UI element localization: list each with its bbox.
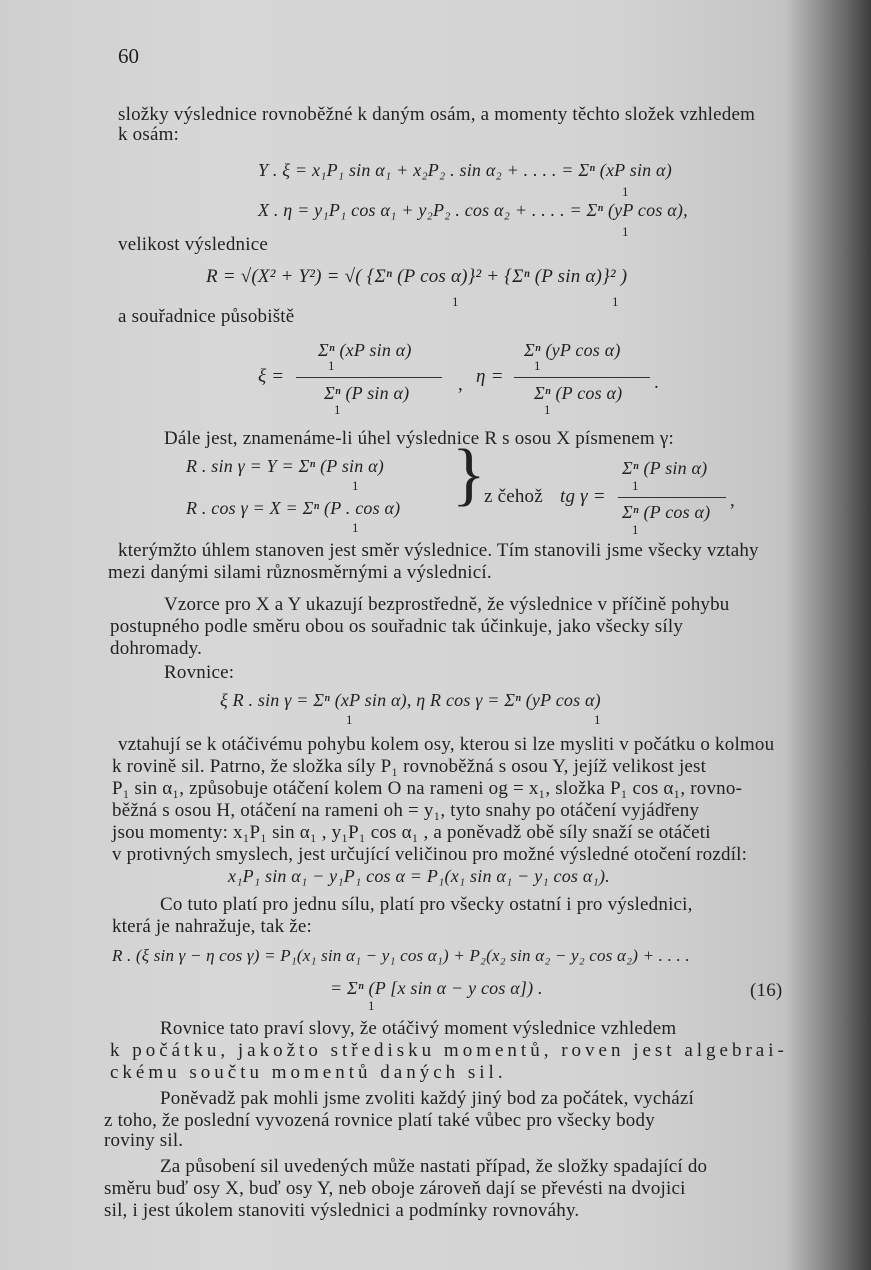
- text-line: Za působení sil uvedených může nastati případ, že složky spadající do: [160, 1156, 708, 1177]
- equation-resultant: R = √(X² + Y²) = √( {Σⁿ (P cos α)}² + {Σⁿ (P sin α)}² ): [206, 266, 628, 287]
- text-line: z čehož: [484, 486, 543, 507]
- text-line: mezi danými silami různosměrnými a výslednicí.: [108, 562, 492, 583]
- equation-moments: ξ R . sin γ = Σⁿ (xP sin α), η R cos γ = Σⁿ (yP cos α): [220, 690, 601, 710]
- sum-index: 1: [534, 358, 541, 373]
- fraction-denominator: Σⁿ (P cos α): [622, 502, 711, 522]
- text-line: P₁ sin α₁, způsobuje otáčení kolem O na rameni og = x₁, složka P₁ cos α₁, rovno-: [112, 778, 743, 799]
- right-brace: }: [452, 436, 486, 513]
- sum-index: 1: [352, 520, 359, 535]
- text-line: postupného podle směru obou os souřadnic tak účinkuje, jako všecky síly: [110, 616, 684, 637]
- period: .: [654, 372, 659, 393]
- fraction-numerator: Σⁿ (yP cos α): [524, 340, 621, 360]
- xi-lhs: ξ =: [258, 366, 285, 387]
- text-line: velikost výslednice: [118, 234, 268, 255]
- text-line: směru buď osy X, buď osy Y, neb oboje zároveň dají se převésti na dvojici: [104, 1178, 686, 1199]
- equation-16-line2: = Σⁿ (P [x sin α − y cos α]) .: [330, 978, 543, 998]
- text-line: ckému součtu momentů daných sil.: [110, 1062, 507, 1083]
- text-line: Vzorce pro X a Y ukazují bezprostředně, že výslednice v příčině pohybu: [164, 594, 730, 615]
- equation-difference: x₁P₁ sin α₁ − y₁P₁ cos α = P₁(x₁ sin α₁ − y₁ cos α₁).: [228, 866, 610, 886]
- fraction-numerator: Σⁿ (P sin α): [622, 458, 708, 478]
- text-line: Co tuto platí pro jednu sílu, platí pro všecky ostatní i pro výslednici,: [160, 894, 693, 915]
- text-line: roviny sil.: [104, 1130, 184, 1151]
- fraction-denominator: Σⁿ (P cos α): [534, 383, 623, 403]
- text-line: Dále jest, znamenáme-li úhel výslednice R s osou X písmenem γ:: [164, 428, 674, 449]
- text-line: jsou momenty: x₁P₁ sin α₁ , y₁P₁ cos α₁ , a poněvadž obě síly snaží se otáčeti: [112, 822, 711, 843]
- equation-r-sin: R . sin γ = Y = Σⁿ (P sin α): [186, 456, 384, 476]
- text-line: z toho, že poslední vyvozená rovnice platí také vůbec pro všecky body: [104, 1110, 655, 1131]
- sum-index: 1: [352, 478, 359, 493]
- fraction-bar: [618, 497, 726, 498]
- sum-index: 1: [328, 358, 335, 373]
- comma: ,: [730, 490, 735, 511]
- text-line: dohromady.: [110, 638, 203, 659]
- equation-r-cos: R . cos γ = X = Σⁿ (P . cos α): [186, 498, 401, 518]
- text-line: a souřadnice působiště: [118, 306, 295, 327]
- text-line: sil, i jest úkolem stanoviti výslednici a podmínky rovnováhy.: [104, 1200, 580, 1221]
- text-line: Rovnice tato praví slovy, že otáčivý moment výslednice vzhledem: [160, 1018, 677, 1039]
- tg-lhs: tg γ =: [560, 486, 606, 507]
- text-line: k osám:: [118, 124, 180, 145]
- fraction-denominator: Σⁿ (P sin α): [324, 383, 410, 403]
- fraction-numerator: Σⁿ (xP sin α): [318, 340, 412, 360]
- sum-index: 1: [632, 522, 639, 537]
- text-line: k počátku, jakožto středisku momentů, roven jest algebrai-: [110, 1040, 788, 1061]
- sum-index: 1: [544, 402, 551, 417]
- fraction-bar: [296, 377, 442, 378]
- eta-lhs: η =: [476, 366, 504, 387]
- sum-index: 1: [594, 712, 601, 727]
- text-line: kterýmžto úhlem stanoven jest směr výslednice. Tím stanovili jsme všecky vztahy: [118, 540, 759, 561]
- text-line: složky výslednice rovnoběžné k daným osám, a momenty těchto složek vzhledem: [118, 104, 756, 125]
- sum-index: 1: [632, 478, 639, 493]
- text-line: Poněvadž pak mohli jsme zvoliti každý jiný bod za počátek, vychází: [160, 1088, 694, 1109]
- sum-index: 1: [346, 712, 353, 727]
- sum-index: 1: [368, 998, 375, 1013]
- sum-index: 1: [622, 184, 629, 199]
- sum-index: 1: [612, 294, 619, 309]
- page-number: 60: [118, 44, 139, 68]
- text-line: vztahují se k otáčivému pohybu kolem osy, kterou si lze mysliti v počátku o kolmou: [118, 734, 775, 755]
- equation-16-line1: R . (ξ sin γ − η cos γ) = P₁(x₁ sin α₁ − y₁ cos α₁) + P₂(x₂ sin α₂ − y₂ cos α₂) + . . . .: [112, 946, 690, 965]
- text-line: v protivných smyslech, jest určující veličinou pro možné výsledné otočení rozdíl:: [112, 844, 748, 865]
- sum-index: 1: [622, 224, 629, 239]
- sum-index: 1: [452, 294, 459, 309]
- sum-index: 1: [334, 402, 341, 417]
- equation-label: (16): [750, 980, 783, 1001]
- text-line: k rovině sil. Patrno, že složka síly P₁ rovnoběžná s osou Y, jejíž velikost jest: [112, 756, 707, 777]
- text-line: běžná s osou H, otáčení na rameni oh = y₁, tyto snahy po otáčení vyjádřeny: [112, 800, 700, 821]
- comma: ,: [458, 374, 463, 395]
- text-line: Rovnice:: [164, 662, 235, 683]
- equation-y-xi: Y . ξ = x₁P₁ sin α₁ + x₂P₂ . sin α₂ + . . . . = Σⁿ (xP sin α): [258, 160, 672, 180]
- text-line: která je nahražuje, tak že:: [112, 916, 313, 937]
- fraction-bar: [514, 377, 650, 378]
- equation-x-eta: X . η = y₁P₁ cos α₁ + y₂P₂ . cos α₂ + . . . . = Σⁿ (yP cos α),: [258, 200, 688, 220]
